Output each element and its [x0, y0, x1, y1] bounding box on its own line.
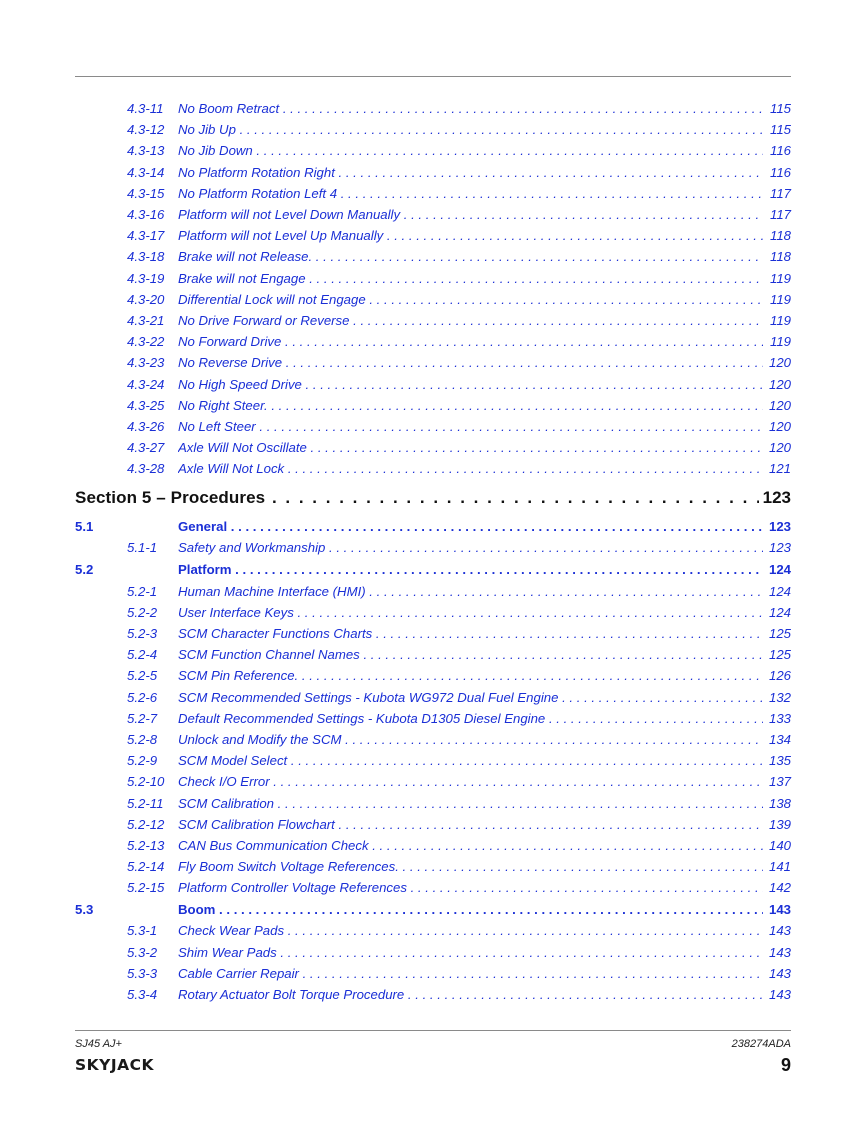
toc-entry-number: 4.3-26 — [127, 418, 165, 434]
toc-entry-number: 4.3-18 — [127, 249, 165, 265]
toc-entry-number: 5.2-7 — [127, 710, 158, 726]
toc-entry[interactable] — [75, 246, 791, 267]
toc-entry-number: 5.2-10 — [127, 774, 165, 790]
toc-entry-page: 139 — [768, 816, 791, 832]
toc-entry-number: 4.3-17 — [127, 228, 165, 244]
toc-entry-title: Human Machine Interface (HMI) . . . — [178, 584, 763, 599]
toc-entry-page: 119 — [769, 291, 791, 307]
toc-entry-page: 142 — [768, 880, 791, 896]
toc-entry-page: 116 — [769, 143, 791, 159]
toc-entry-number: 4.3-16 — [127, 207, 165, 223]
toc-entry-title: SCM Calibration . . . — [178, 796, 763, 811]
toc-entry-title: Shim Wear Pads . . . — [178, 945, 763, 960]
toc-entry-title: No Platform Rotation Left 4 . . . — [178, 186, 763, 201]
toc-entry-number: 5.2-14 — [127, 859, 165, 875]
toc-entry-title: No Right Steer. . . . — [178, 398, 763, 413]
toc-entry-title: No High Speed Drive . . . — [178, 377, 763, 392]
toc-entry-number: 4.3-12 — [127, 122, 165, 138]
toc-entry-title: Brake will not Release. . . . — [178, 249, 763, 264]
toc-entry-title: Platform . . . — [178, 562, 763, 577]
toc-entry[interactable] — [75, 814, 791, 835]
toc-entry-page: 138 — [768, 795, 791, 811]
toc-entry-page: 120 — [768, 440, 791, 456]
toc-entry[interactable] — [75, 458, 791, 479]
toc-entry[interactable] — [75, 835, 791, 856]
toc-entry-number: 5.2-4 — [127, 647, 158, 663]
toc-entry-number: 5.2-15 — [127, 880, 165, 896]
toc-entry-page: 125 — [768, 626, 791, 642]
toc-entry-number: 5.2-12 — [127, 816, 165, 832]
toc-entry-number: 5.2-11 — [127, 795, 164, 811]
toc-entry-page: 133 — [768, 710, 791, 726]
toc-entry[interactable] — [75, 352, 791, 373]
toc-entry[interactable] — [75, 395, 791, 416]
toc-entry-page: 125 — [768, 647, 791, 663]
toc-entry-number: 4.3-14 — [127, 164, 165, 180]
toc-entry-number: 5.3-1 — [127, 923, 158, 939]
toc-entry-number: 5.2-9 — [127, 753, 158, 769]
toc-entry-number: 5.2-8 — [127, 731, 158, 747]
toc-entry-number: 5.3 — [75, 901, 94, 917]
toc-entry-page: 135 — [768, 753, 791, 769]
toc-entry-page: 137 — [768, 774, 791, 790]
footer-rule — [75, 1030, 791, 1031]
toc-entry-number: 5.3-2 — [127, 944, 158, 960]
toc-entry-title: No Forward Drive . . . — [178, 334, 763, 349]
toc-entry-title: Default Recommended Settings - Kubota D1305 Diesel Engine . . . — [178, 711, 763, 726]
toc-entry-number: 5.1-1 — [127, 540, 158, 556]
toc-entry-title: CAN Bus Communication Check . . . — [178, 838, 763, 853]
toc-entry-page: 143 — [768, 901, 791, 917]
toc-entry-title: Unlock and Modify the SCM . . . — [178, 732, 763, 747]
toc-entry-page: 119 — [769, 334, 791, 350]
toc-entry-title: No Jib Up . . . — [178, 122, 763, 137]
toc-entry-title: SCM Model Select . . . — [178, 753, 763, 768]
toc-entry-title: No Jib Down . . . — [178, 143, 763, 158]
toc-entry[interactable] — [75, 750, 791, 771]
toc-entry-title: Section 5 – Procedures . . . — [75, 488, 759, 508]
toc-entry[interactable] — [75, 98, 791, 119]
toc-entry-number: 4.3-23 — [127, 355, 165, 371]
toc-entry-number: 4.3-27 — [127, 440, 165, 456]
toc-entry-number: 4.3-13 — [127, 143, 165, 159]
skyjack-logo: SKYJACK — [75, 1056, 155, 1074]
toc-entry-title: Check Wear Pads . . . — [178, 923, 763, 938]
toc-entry-title: General . . . — [178, 519, 763, 534]
toc-entry[interactable] — [75, 416, 791, 437]
toc-entry-page: 119 — [769, 312, 791, 328]
toc-entry[interactable] — [75, 963, 791, 984]
toc-entry-title: Brake will not Engage . . . — [178, 271, 763, 286]
toc-entry-title: Platform Controller Voltage References . . . — [178, 880, 763, 895]
toc-entry-title: Platform will not Level Down Manually . . . — [178, 207, 763, 222]
toc-entry[interactable] — [75, 537, 791, 558]
toc-entry-page: 117 — [769, 207, 791, 223]
toc-entry-page: 123 — [768, 518, 791, 534]
toc-entry-page: 123 — [762, 488, 791, 508]
toc-entry-number: 4.3-19 — [127, 270, 165, 286]
toc-entry-number: 4.3-22 — [127, 334, 165, 350]
toc-entry-title: SCM Pin Reference. . . . — [178, 668, 763, 683]
toc-entry-page: 132 — [768, 689, 791, 705]
toc-entry-page: 143 — [768, 944, 791, 960]
toc-entry-title: Axle Will Not Oscillate . . . — [178, 440, 763, 455]
toc-entry-page: 124 — [768, 562, 791, 578]
toc-entry-number: 5.2-6 — [127, 689, 158, 705]
footer-document-code: 238274ADA — [731, 1038, 791, 1050]
toc-section-entry[interactable] — [75, 898, 791, 920]
toc-entry-number: 5.3-4 — [127, 987, 158, 1003]
toc-entry[interactable] — [75, 644, 791, 665]
page-number: 9 — [780, 1055, 791, 1075]
toc-entry-number: 5.3-3 — [127, 965, 158, 981]
toc-entry-page: 120 — [768, 355, 791, 371]
toc-entry-number: 4.3-21 — [127, 312, 165, 328]
toc-entry[interactable] — [75, 942, 791, 963]
toc-entry[interactable] — [75, 984, 791, 1005]
toc-entry[interactable] — [75, 920, 791, 941]
toc-entry-page: 116 — [769, 164, 791, 180]
toc-entry-page: 134 — [768, 731, 791, 747]
toc-entry-number: 4.3-15 — [127, 185, 165, 201]
toc-entry-number: 4.3-28 — [127, 461, 165, 477]
toc-entry-title: Rotary Actuator Bolt Torque Procedure . . . — [178, 987, 763, 1002]
toc-entry-page: 124 — [768, 604, 791, 620]
toc-entry[interactable] — [75, 204, 791, 225]
toc-section-entry[interactable] — [75, 559, 791, 581]
toc-entry-page: 143 — [768, 923, 791, 939]
toc-entry-number: 4.3-25 — [127, 397, 165, 413]
toc-entry[interactable] — [75, 162, 791, 183]
toc-entry-page: 143 — [768, 987, 791, 1003]
toc-entry-page: 120 — [768, 376, 791, 392]
toc-entry-title: No Drive Forward or Reverse . . . — [178, 313, 763, 328]
toc-entry-page: 119 — [769, 270, 791, 286]
toc-entry-page: 140 — [768, 837, 791, 853]
toc-entry-title: User Interface Keys . . . — [178, 605, 763, 620]
toc-entry[interactable] — [75, 623, 791, 644]
toc-entry-title: SCM Calibration Flowchart . . . — [178, 817, 763, 832]
toc-entry-title: SCM Character Functions Charts . . . — [178, 626, 763, 641]
toc-entry-number: 5.2-1 — [127, 583, 158, 599]
toc-entry[interactable] — [75, 792, 791, 813]
toc-entry[interactable] — [75, 687, 791, 708]
toc-entry[interactable] — [75, 729, 791, 750]
header-rule — [75, 76, 791, 77]
toc-entry-page: 120 — [768, 418, 791, 434]
toc-entry-title: Check I/O Error . . . — [178, 774, 763, 789]
toc-entry-title: Boom . . . — [178, 902, 763, 917]
toc-entry-title: Differential Lock will not Engage . . . — [178, 292, 763, 307]
toc-entry[interactable] — [75, 183, 791, 204]
toc-entry-page: 123 — [768, 540, 791, 556]
toc-entry[interactable] — [75, 437, 791, 458]
toc-entry-page: 143 — [768, 965, 791, 981]
toc-entry-page: 118 — [769, 249, 791, 265]
toc-entry[interactable] — [75, 225, 791, 246]
toc-section-entry[interactable] — [75, 515, 791, 537]
toc-entry[interactable] — [75, 140, 791, 161]
toc-entry-number: 5.2-5 — [127, 668, 158, 684]
toc-entry-page: 121 — [768, 461, 791, 477]
toc-entry-title: No Left Steer . . . — [178, 419, 763, 434]
toc-entry-title: No Boom Retract . . . — [178, 101, 763, 116]
toc-entry-number: 5.2-3 — [127, 626, 158, 642]
toc-entry[interactable] — [75, 119, 791, 140]
toc-entry-number: 5.1 — [75, 518, 94, 534]
toc-entry-page: 124 — [768, 583, 791, 599]
toc-entry[interactable] — [75, 771, 791, 792]
toc-entry-title: Platform will not Level Up Manually . . . — [178, 228, 763, 243]
toc-entry-title: No Platform Rotation Right . . . — [178, 165, 763, 180]
toc-entry-number: 4.3-20 — [127, 291, 165, 307]
toc-entry[interactable] — [75, 331, 791, 352]
toc-entry-page: 115 — [769, 122, 791, 138]
toc-entry[interactable] — [75, 289, 791, 310]
toc-entry-title: Axle Will Not Lock . . . — [178, 461, 763, 476]
toc-entry-page: 118 — [769, 228, 791, 244]
footer-model-name: SJ45 AJ+ — [75, 1038, 122, 1050]
toc-entry-page: 141 — [768, 859, 791, 875]
toc-entry-title: Fly Boom Switch Voltage References. . . . — [178, 859, 763, 874]
toc-entry-page: 115 — [769, 101, 791, 117]
toc-entry[interactable] — [75, 581, 791, 602]
toc-entry[interactable] — [75, 877, 791, 898]
toc-chapter-entry[interactable] — [75, 481, 791, 515]
toc-entry[interactable] — [75, 310, 791, 331]
toc-entry-title: No Reverse Drive . . . — [178, 355, 763, 370]
toc-entry-number: 4.3-24 — [127, 376, 165, 392]
toc-entry-title: Safety and Workmanship . . . — [178, 540, 763, 555]
toc-entry-page: 117 — [769, 185, 791, 201]
toc-entry-number: 5.2 — [75, 562, 94, 578]
toc-entry-page: 120 — [768, 397, 791, 413]
toc-entry[interactable] — [75, 268, 791, 289]
toc-entry[interactable] — [75, 665, 791, 686]
toc-entry[interactable] — [75, 373, 791, 394]
toc-entry-number: 5.2-13 — [127, 837, 165, 853]
toc-entry-title: SCM Function Channel Names . . . — [178, 647, 763, 662]
toc-entry[interactable] — [75, 708, 791, 729]
toc-entry-title: SCM Recommended Settings - Kubota WG972 Dual Fuel Engine . . . — [178, 690, 763, 705]
toc-entry-number: 4.3-11 — [127, 101, 164, 117]
table-of-contents — [75, 98, 791, 1005]
toc-entry[interactable] — [75, 856, 791, 877]
toc-entry-title: Cable Carrier Repair . . . — [178, 966, 763, 981]
toc-entry-page: 126 — [768, 668, 791, 684]
toc-entry[interactable] — [75, 602, 791, 623]
toc-entry-number: 5.2-2 — [127, 604, 158, 620]
